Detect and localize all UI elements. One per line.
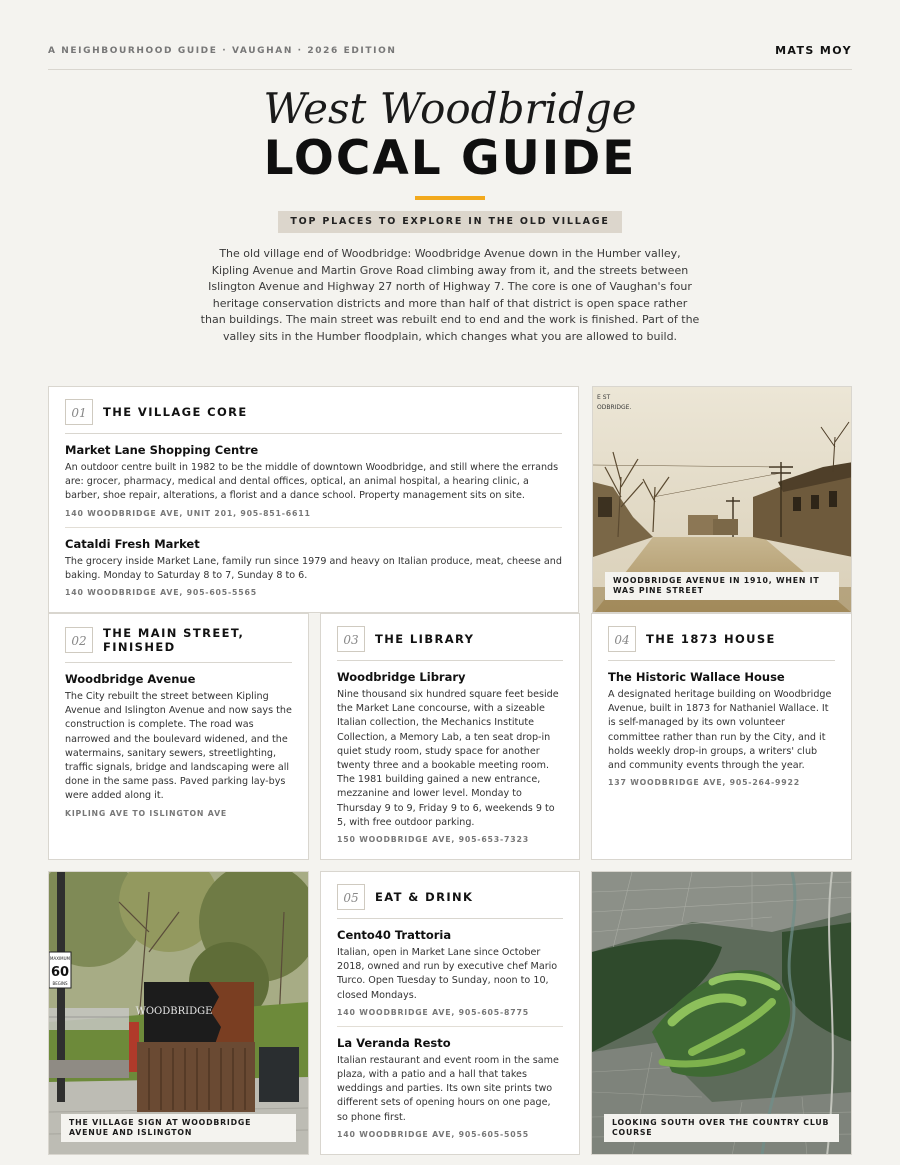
card-village-core	[48, 386, 579, 613]
speed-sign-bottom: BEGINS	[52, 981, 68, 986]
speed-limit-number: 60	[50, 965, 70, 980]
entry-address: 140 WOODBRIDGE AVE, 905-605-5565	[65, 588, 257, 598]
entry-address: 140 WOODBRIDGE AVE, 905-605-5055	[337, 1129, 529, 1139]
entry-name: Woodbridge Library	[337, 670, 466, 684]
entry-name: Cataldi Fresh Market	[65, 536, 200, 551]
entry-cento40	[337, 927, 563, 1019]
corner-inscription: E ST	[597, 394, 611, 401]
entry-address: KIPLING AVE TO ISLINGTON AVE	[65, 808, 228, 818]
photo-aerial-golf	[591, 871, 852, 1155]
entry-name: Woodbridge Avenue	[65, 672, 196, 686]
section-title: THE 1873 HOUSE	[646, 632, 776, 646]
sign-lettering: WOODBRIDGE	[135, 1006, 213, 1017]
masthead	[48, 44, 852, 70]
card-header	[608, 626, 835, 661]
speed-sign-top: MAXIMUM	[50, 956, 70, 961]
card-header	[337, 626, 563, 661]
tagline-badge: TOP PLACES TO EXPLORE IN THE OLD VILLAGE	[278, 211, 622, 233]
section-number: 04	[608, 626, 636, 652]
entry-address: 137 WOODBRIDGE AVE, 905-264-9922	[608, 778, 800, 788]
village-sign-image	[49, 872, 309, 1155]
entry-address: 140 WOODBRIDGE AVE, 905-605-8775	[337, 1007, 529, 1017]
corner-inscription: ODBRIDGE.	[597, 404, 632, 411]
author-name: MATS MOY	[775, 44, 852, 57]
entry-description: Nine thousand six hundred square feet beside the Market Lane concourse, with a sizeable Italian collection, the Mechanics Institute Collection, a Memory Lab, a ten seat drop-in quiet study room, study space for another twenty three and a bookable meeting room. The 1981 building gained a new entrance, mezzanine and lower level. Monday to Thursday 9 to 9, Friday 9 to 6, weekends 9 to 5, with free outdoor parking.	[337, 689, 559, 828]
section-number: 03	[337, 626, 365, 652]
photo-caption: THE VILLAGE SIGN AT WOODBRIDGE AVENUE AND ISLINGTON	[61, 1114, 296, 1142]
entry-description: A designated heritage building on Woodbridge Avenue, built in 1873 for Nathaniel Wallace. It is self-managed by its own volunteer committee rather than run by the City, and it holds weekly drop-in groups, a writers' club and community events through the year.	[608, 689, 832, 772]
entry-description: The City rebuilt the street between Kipling Avenue and Islington Avenue and now says the construction is complete. The road was narrowed and the boulevard widened, and the watermains, sanitary sewers, streetlighting, traffic signals, bridge and landscaping were all done in the same pass. Paved parking lay-bys were added along it.	[65, 691, 292, 802]
entry-market-lane	[65, 442, 562, 520]
aerial-golf-image	[592, 872, 852, 1155]
entry-woodbridge-avenue	[65, 671, 292, 820]
photo-historic-street	[592, 386, 852, 613]
card-eat-drink	[320, 871, 580, 1155]
section-title: EAT & DRINK	[375, 890, 474, 904]
entry-name: Market Lane Shopping Centre	[65, 443, 259, 457]
section-number: 02	[65, 627, 93, 653]
entry-name: The Historic Wallace House	[608, 670, 785, 684]
intro-paragraph: The old village end of Woodbridge: Woodbridge Avenue down in the Humber valley, Kipling Avenue and Martin Grove Road climbing away from it, and the streets between Islington Avenue and Highway 27 north of Highway 7. The core is one of Vaughan's four heritage conservation districts and more than half of that district is open space rather than buildings. The main street was rebuilt end to end and the work is finished. Part of the valley sits in the Humber floodplain, which changes what you are allowed to build.	[200, 247, 700, 343]
section-title: THE VILLAGE CORE	[103, 405, 248, 419]
entry-name: Cento40 Trattoria	[337, 928, 452, 942]
section-number: 01	[65, 399, 93, 425]
card-header	[65, 626, 292, 663]
entry-la-veranda	[337, 1026, 563, 1141]
accent-divider	[415, 196, 485, 200]
card-wallace-house	[591, 613, 852, 860]
card-library	[320, 613, 580, 860]
entry-wallace-house	[608, 669, 835, 789]
section-title: THE MAIN STREET, FINISHED	[103, 626, 245, 654]
entry-address: 150 WOODBRIDGE AVE, 905-653-7323	[337, 835, 529, 845]
page-title: LOCAL GUIDE	[263, 131, 637, 186]
entry-cataldi	[65, 527, 562, 599]
section-title: THE LIBRARY	[375, 632, 475, 646]
entry-name: La Veranda Resto	[337, 1035, 451, 1050]
photo-caption: LOOKING SOUTH OVER THE COUNTRY CLUB COURSE	[604, 1114, 839, 1142]
guide-kicker: A NEIGHBOURHOOD GUIDE · VAUGHAN · 2026 EDITION	[48, 46, 397, 56]
entry-woodbridge-library	[337, 669, 563, 846]
section-number: 05	[337, 884, 365, 910]
card-header	[337, 884, 563, 919]
entry-description: The grocery inside Market Lane, family run since 1979 and heavy on Italian produce, meat, cheese and baking. Monday to Saturday 8 to 7, Sunday 8 to 6.	[65, 555, 562, 581]
entry-description: Italian, open in Market Lane since October 2018, owned and run by executive chef Mario Turco. Open Tuesday to Sunday, noon to 10, closed Mondays.	[337, 947, 558, 1001]
card-header	[65, 399, 562, 434]
title-script: West Woodbridge	[263, 84, 637, 133]
entry-description: An outdoor centre built in 1982 to be the middle of downtown Woodbridge, and still where the errands are: grocer, pharmacy, medical and dental offices, optical, an animal hospital, a hearing clinic, a barber, shoe repair, alterations, a florist and a dance school. Property management sits on site.	[65, 462, 559, 502]
photo-village-sign	[48, 871, 309, 1155]
photo-caption: WOODBRIDGE AVENUE IN 1910, WHEN IT WAS PINE STREET	[605, 572, 839, 600]
entry-address: 140 WOODBRIDGE AVE, UNIT 201, 905-851-6611	[65, 508, 311, 518]
card-main-street	[48, 613, 309, 860]
entry-description: Italian restaurant and event room in the same plaza, with a patio and a hall that takes weddings and parties. Its own site prints two different sets of opening hours on one page, so phone first.	[337, 1054, 559, 1123]
